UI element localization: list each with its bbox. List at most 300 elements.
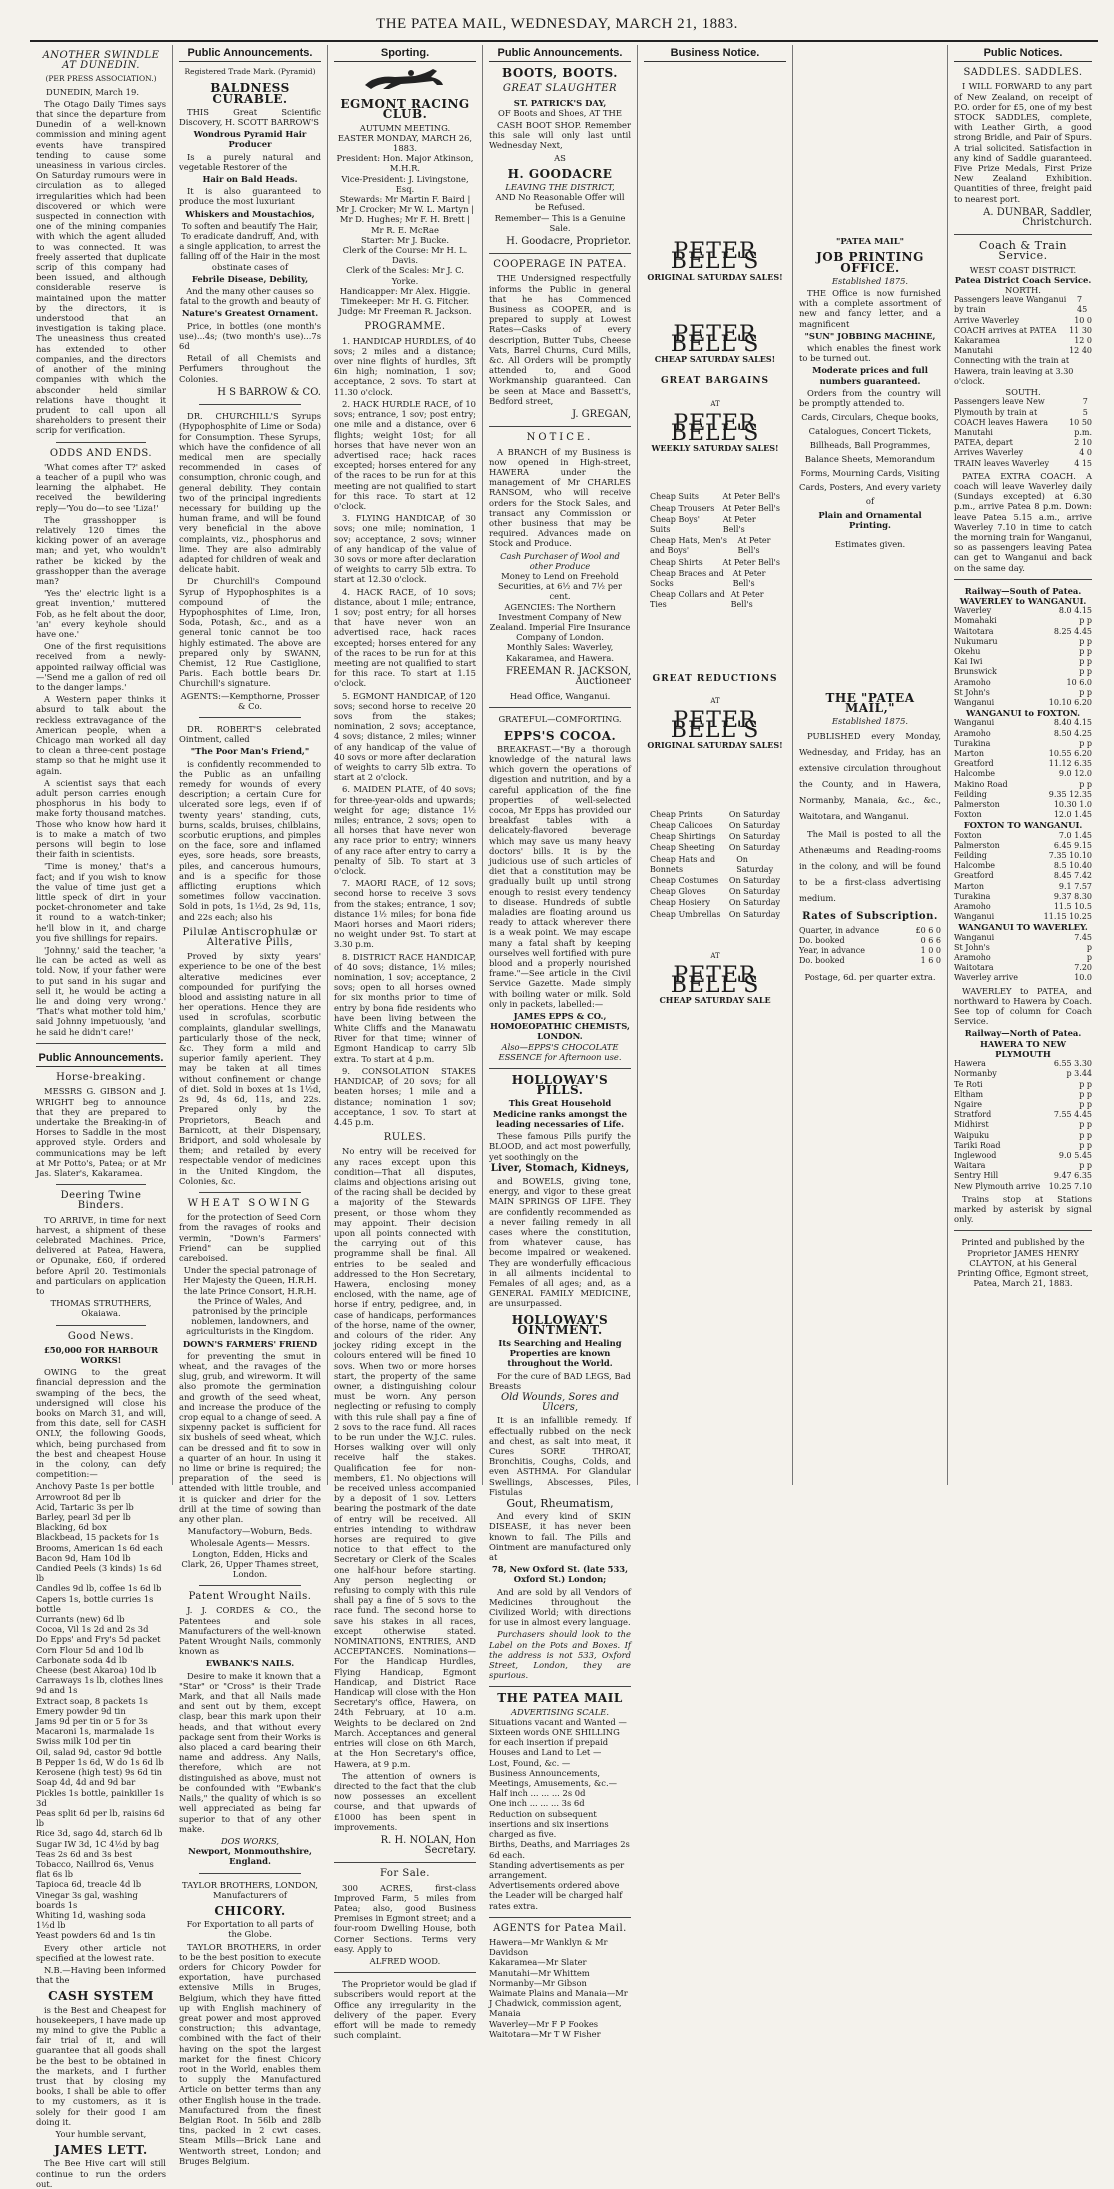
rates-list bbox=[799, 926, 941, 967]
holloway-pills-title: HOLLOWAY'S PILLS. bbox=[511, 1073, 609, 1098]
goods-item: Carbonate soda 4d lb bbox=[36, 1654, 127, 1665]
foxton-wanganui: FOXTON TO WANGANUI. bbox=[963, 820, 1083, 831]
fw-row-label: Marton bbox=[954, 881, 984, 891]
rate-row-value: 1 0 0 bbox=[920, 946, 941, 956]
west-coast: WEST COAST DISTRICT. bbox=[969, 264, 1077, 275]
whiskers-body: To soften and beautify The Hair, To eradicate dandruff, And, with a single application, to arrest the falling off of the Hair in the most obstinate cases of bbox=[179, 220, 321, 272]
purchasers-note: Purchasers should look to the Label on the Pots and Boxes. If the address is not 533, Oxford Street, London, they are spurious. bbox=[489, 1629, 631, 1681]
fw-row bbox=[954, 831, 1092, 841]
ointment-body-3: And every kind of SKIN DISEASE, it has never been known to fail. The Pills and Ointment are manufactured only at bbox=[489, 1511, 631, 1563]
fw-row-label: Aramoho bbox=[954, 902, 991, 912]
notice-title: NOTICE. bbox=[526, 432, 594, 444]
wf-row-label: Aramoho bbox=[954, 728, 991, 738]
beehive-note: The Bee Hive cart will still continue to run the orders out. bbox=[36, 2158, 166, 2189]
wf-row-value: 11.12 6.35 bbox=[1048, 759, 1092, 769]
easter-date: EASTER MONDAY, MARCH 26, 1883. bbox=[337, 132, 473, 154]
hn-row bbox=[954, 1141, 1092, 1151]
wangwav-row-value: 7.20 bbox=[1074, 963, 1092, 973]
egmont-title: EGMONT RACING CLUB. bbox=[340, 97, 470, 122]
wf-row-value: 10.30 1.0 bbox=[1053, 800, 1092, 810]
south-row bbox=[954, 438, 1092, 448]
divider bbox=[199, 404, 301, 405]
goodacre-as: AS bbox=[554, 152, 566, 163]
goods-item: Acid, Tartaric 3s per lb bbox=[36, 1501, 134, 1512]
north-row-value: 12 0 bbox=[1074, 336, 1092, 346]
fw-row bbox=[954, 902, 1092, 912]
item-row-label: Cheap Shirts bbox=[650, 557, 703, 567]
fw-row-label: Greatford bbox=[954, 871, 994, 881]
hn-row-value: p p bbox=[1079, 1089, 1092, 1099]
hawera-new-plymouth: HAWERA TO NEW PLYMOUTH bbox=[979, 1038, 1067, 1059]
patea-mail-title: "PATEA MAIL" bbox=[835, 236, 905, 247]
fw-timetable bbox=[954, 831, 1092, 923]
dunbar-signature: A. DUNBAR, Saddler, Christchurch. bbox=[983, 206, 1092, 229]
ointment-body-4: And are sold by all Vendors of Medicines throughout the Civilized World; with directions for use in almost every language. bbox=[489, 1586, 631, 1628]
fw-row-value: 7.0 1.45 bbox=[1058, 830, 1092, 840]
lett-signature: JAMES LETT. bbox=[54, 2143, 148, 2158]
column-4 bbox=[483, 45, 638, 2039]
ww-row bbox=[954, 637, 1092, 647]
item-row-label: Cheap Shirtings bbox=[650, 832, 716, 842]
race-item: 5. EGMONT HANDICAP, of 120 sovs; second horse to receive 20 sovs from the stakes; nomination, 2 sovs; acceptance, 4 sovs; distance, 2 miles; winner of any handicap of the value of 40 sovs or more after declaration of weights to carry 5lb extra. To start at 2 o'clock. bbox=[334, 690, 476, 783]
divider bbox=[56, 1184, 146, 1185]
odds-item: A Western paper thinks it absurd to talk about the reckless extravagance of the American people, when a Chicago man worked all day to clean a three-cent postage stamp so that he might use it again. bbox=[36, 694, 166, 776]
agent-item: Waitotara—Mr T W Fisher bbox=[489, 2028, 601, 2039]
goods-item: Extract soap, 8 packets 1s bbox=[36, 1695, 148, 1706]
adscale-row: Births, Deaths, and Marriages 2s 6d each. bbox=[489, 1839, 630, 1860]
item-row bbox=[650, 536, 780, 556]
goods-item: Corn Flour 5d and 10d lb bbox=[36, 1644, 144, 1655]
patea-mail-title-2: THE "PATEA MAIL," bbox=[825, 690, 915, 716]
divider bbox=[489, 253, 631, 254]
divider bbox=[199, 1873, 301, 1874]
hn-row bbox=[954, 1110, 1092, 1120]
item-row-value: On Saturday bbox=[728, 820, 780, 830]
north-row bbox=[954, 346, 1092, 356]
item-row bbox=[650, 887, 780, 897]
fw-row bbox=[954, 861, 1092, 871]
roberts-intro: DR. ROBERT'S celebrated Ointment, called bbox=[179, 723, 321, 745]
hn-timetable bbox=[954, 1059, 1092, 1192]
harbour-title: £50,000 FOR HARBOUR WORKS! bbox=[43, 1344, 159, 1365]
public-announcements-header: Public Announcements. bbox=[36, 1050, 166, 1067]
hn-row bbox=[954, 1059, 1092, 1069]
blank-space bbox=[644, 67, 786, 237]
wangwav-row bbox=[954, 953, 1092, 963]
hn-row-label: Ngaire bbox=[954, 1099, 983, 1109]
fw-row-label: Palmerston bbox=[954, 840, 1000, 850]
patent-nails-title: Patent Wrought Nails. bbox=[188, 1591, 312, 1603]
public-announcements-header: Public Announcements. bbox=[489, 45, 631, 62]
race-item: 9. CONSOLATION STAKES HANDICAP, of 20 sovs; for all beaten horses; 1 mile and a distance; nomination 1 sov; acceptance, 1 sov. To start at 4.45 p.m. bbox=[334, 1065, 476, 1127]
wangwav-timetable bbox=[954, 933, 1092, 984]
wf-timetable bbox=[954, 718, 1092, 820]
fw-row-value: 9.1 7.57 bbox=[1058, 881, 1092, 891]
wf-row bbox=[954, 739, 1092, 749]
south-row-label: Arrives Waverley bbox=[954, 448, 1024, 458]
fw-row bbox=[954, 912, 1092, 922]
hn-row-label: Hawera bbox=[954, 1059, 986, 1069]
boots-title: BOOTS, BOOTS. bbox=[502, 66, 618, 81]
item-row-label: Cheap Trousers bbox=[650, 503, 715, 513]
hn-row-value: p p bbox=[1079, 1161, 1092, 1171]
leaving-district: LEAVING THE DISTRICT, bbox=[505, 182, 615, 193]
race-item: 8. DISTRICT RACE HANDICAP, of 40 sovs; distance, 1½ miles; nomination, 1 sov; acceptance, 2 sovs; open to all horses owned for six months prior to time of entry by bona fide residents who have been living between the White Cliffs and the Manawatu River for that time; winner of Egmont Handicap to carry 5lb extra. To start at 4 p.m. bbox=[334, 951, 476, 1064]
racehorse-icon bbox=[345, 67, 465, 93]
goods-item: Rice 3d, sago 4d, starch 6d lb bbox=[36, 1828, 163, 1839]
rules-title: RULES. bbox=[383, 1132, 427, 1144]
odds-item: The grasshopper is relatively 120 times the kicking power of an average man; and yet, who wouldn't rather be kicked by the grasshopper than the average man? bbox=[36, 514, 166, 586]
hn-row-value: p p bbox=[1079, 1130, 1092, 1140]
ww-row bbox=[954, 627, 1092, 637]
ww-row-label: Nukumaru bbox=[954, 636, 998, 646]
wangwav-row-value: p bbox=[1086, 942, 1092, 952]
taylor-header: TAYLOR BROTHERS, LONDON, Manufacturers of bbox=[182, 1879, 318, 1900]
wangwav-row bbox=[954, 963, 1092, 973]
ww-row-label: Brunswick bbox=[954, 667, 997, 677]
export-line: For Exportation to all parts of the Globe. bbox=[186, 1919, 314, 1940]
wangwav-row-label: Wanganui bbox=[954, 932, 995, 942]
divider bbox=[954, 1230, 1092, 1231]
price-line: Price, in bottles (one month's use)...4s; (two month's use)...7s 6d bbox=[179, 320, 321, 352]
race-item: 2. HACK HURDLE RACE, of 10 sovs; entrance, 1 sov; post entry; one mile and a distance, over 6 flights; weight 10st; for all horses that have never won an advertised race; hack races excepted; horses entered for any of the races to be run for at this meeting are not qualified to start for this race. To start at 12 o'clock. bbox=[334, 398, 476, 511]
cash-body: is the Best and Cheapest for housekeepers, I have made up my mind to give the Public a fair trial of it, and will guarantee that all goods shall be the best to be obtained in the markets, and I further trust that by closing my books, I shall be able to offer to my customers, as it is solely for their good I am doing it. bbox=[36, 2004, 166, 2127]
wf-row bbox=[954, 800, 1092, 810]
hn-row-label: Normanby bbox=[954, 1069, 997, 1079]
agent-item: Normanby—Mr Gibson bbox=[489, 1977, 587, 1988]
goods-list bbox=[36, 1481, 166, 1940]
ww-row-value: 8.25 4.45 bbox=[1053, 626, 1092, 636]
great-bargains: GREAT BARGAINS bbox=[660, 376, 770, 387]
moderate-prices: Moderate prices and full numbers guaranteed. bbox=[812, 365, 928, 386]
hn-row-label: Tariki Road bbox=[954, 1140, 1001, 1150]
rate-row bbox=[799, 946, 941, 956]
blank-space bbox=[644, 612, 786, 662]
waverley-patea-note: WAVERLEY to PATEA, and northward to Hawera by Coach. See top of column for Coach Service. bbox=[954, 985, 1092, 1027]
item-row-value: At Peter Bell's bbox=[722, 514, 756, 535]
divider bbox=[199, 1585, 301, 1586]
dateline: DUNEDIN, March 19. bbox=[46, 86, 139, 97]
goodacre-proprietor: H. Goodacre, Proprietor. bbox=[506, 236, 631, 248]
goods-item: Soap 4d, 4d and 9d bar bbox=[36, 1777, 136, 1788]
goods-item: Currants (new) 6d lb bbox=[36, 1614, 125, 1625]
odds-item: 'What comes after T?' asked a teacher of a pupil who was learning the alphabet. He received the bewildering reply—'You do—to see 'Liza!' bbox=[36, 461, 166, 513]
goodacre-title: H. GOODACRE bbox=[507, 166, 613, 181]
hn-row-value: p p bbox=[1079, 1120, 1092, 1130]
item-row bbox=[650, 876, 780, 886]
reasonable-offer: AND No Reasonable Offer will be Refused. bbox=[495, 192, 625, 213]
wangwav-row bbox=[954, 973, 1092, 983]
cheap-saturday-sale: CHEAP SATURDAY SALE bbox=[659, 995, 771, 1006]
item-row-value: On Saturday bbox=[728, 809, 780, 819]
fw-row bbox=[954, 851, 1092, 861]
hair-body: It is also guaranteed to produce the most luxuriant bbox=[179, 186, 321, 207]
item-row bbox=[650, 843, 780, 853]
ointment-head: Its Searching and Healing Properties are known throughout the World. bbox=[498, 1337, 622, 1369]
for-sale-title: For Sale. bbox=[380, 1868, 430, 1880]
fw-row-value: 9.37 8.30 bbox=[1053, 891, 1092, 901]
north-row bbox=[954, 326, 1092, 336]
epps-body: BREAKFAST.—"By a thorough knowledge of the natural laws which govern the operations of digestion and nutrition, and by a careful application of the fine properties of well-selected cocoa, Mr Epps has provided our breakfast tables with a delicately-flavored beverage which may save us many heavy doctors' bills. It is by the judicious use of such articles of diet that a constitution may be gradually built up until strong enough to resist every tendency to disease. Hundreds of subtle maladies are floating around us ready to attack wherever there is a weak point. We may escape many a fatal shaft by keeping ourselves well fortified with pure blood and a properly nourished frame."—See article in the Civil Service Gazette. Made simply with boiling water or milk. Sold only in packets, labelled:— bbox=[489, 743, 631, 1009]
item-list-1 bbox=[644, 492, 786, 610]
barrow-signature: H S BARROW & CO. bbox=[217, 386, 321, 398]
south-row-label: Manutahi bbox=[954, 427, 993, 437]
goods-item: Tapioca 6d, treacle 4d lb bbox=[36, 1879, 142, 1890]
established: Established 1875. bbox=[831, 275, 909, 286]
adscale-row: One inch ... ... ... 3s 6d bbox=[489, 1798, 585, 1809]
north-row bbox=[954, 316, 1092, 326]
fw-row-label: Halcombe bbox=[954, 861, 996, 871]
cash-purchaser: Cash Purchaser of Wool and other Produce bbox=[500, 550, 620, 571]
wf-row bbox=[954, 718, 1092, 728]
adscale-row: Standing advertisements as per arrangement. bbox=[489, 1859, 625, 1880]
item-row-value: On Saturday bbox=[728, 875, 780, 885]
cooperage-body: THE Undersigned respectfully informs the Public in general that he has Commenced Business as COOPER, and is prepared to supply at Lowest Rates—Casks of every description, Butter Tubs, Cheese Vats, Barrel Churns, Curd Mills, &c. All Orders will be promptly attended to, and Good Workmanship guaranteed. Can be seen at Mace and Bassett's, Bedford street, bbox=[489, 273, 631, 406]
odds-item: One of the first requisitions received from a newly-appointed railway official was—'Send me a gallon of red oil to the danger lamps.' bbox=[36, 641, 166, 692]
rate-row-label: Quarter, in advance bbox=[799, 925, 880, 935]
fw-row-label: Foxton bbox=[954, 830, 982, 840]
adscale-row: Business Announcements, Meetings, Amusements, &c.— bbox=[489, 1767, 618, 1789]
wholesale-agents: Wholesale Agents— Messrs. Longton, Edden, Hicks and Clark, 26, Upper Thames street, London. bbox=[181, 1538, 319, 1580]
agents-line: AGENTS:—Kempthorne, Prosser & Co. bbox=[180, 690, 320, 711]
adscale-subtitle: ADVERTISING SCALE. bbox=[510, 1706, 610, 1717]
adscale-row: Reduction on subsequent insertions and six insertions charged as five. bbox=[489, 1808, 609, 1840]
print-list: Cards, Circulars, Cheque books, Catalogues, Concert Tickets, Billheads, Ball Programmes, Balance Sheets, Memorandum Forms, Mourning Cards, Visiting Cards, Posters, And every variety of bbox=[799, 412, 941, 507]
goods-item: Blacking, 6d box bbox=[36, 1522, 107, 1533]
item-row-value: At Peter Bell's bbox=[732, 568, 766, 589]
ww-row bbox=[954, 647, 1092, 657]
at-line: AT bbox=[710, 951, 720, 960]
north-row-value: 7 45 bbox=[1077, 295, 1088, 315]
goods-item: Jams 9d per tin or 5 for 3s bbox=[36, 1716, 148, 1727]
wf-row-label: Feilding bbox=[954, 789, 987, 799]
race-item: 6. MAIDEN PLATE, of 40 sovs; for three-year-olds and upwards; weight for age; distance 1½ miles; entrance, 2 sovs; open to all horses that have never won any race prior to entry; winners of any race after entry to carry a penalty of 5lb. To start at 3 o'clock. bbox=[334, 784, 476, 877]
item-row-label: Cheap Gloves bbox=[650, 887, 706, 897]
money-to-lend: Money to Lend on Freehold Securities, at 6½ and 7½ per cent. bbox=[497, 570, 623, 602]
ww-row-value: p p bbox=[1079, 687, 1092, 697]
public-notices-header: Public Notices. bbox=[954, 45, 1092, 62]
wheat-body: for the protection of Seed Corn from the ravages of rooks and vermin, "Down's Farmers' Friend" can be supplied careboised. bbox=[179, 1212, 321, 1263]
st-patricks: ST. PATRICK'S DAY, bbox=[513, 97, 607, 108]
wheat-sowing-title: WHEAT SOWING bbox=[187, 1197, 313, 1209]
cash-boot-shop: CASH BOOT SHOP. Remember this sale will only last until Wednesday Next, bbox=[489, 120, 631, 151]
south-row-label: Passengers leave New Plymouth by train at bbox=[954, 397, 1045, 417]
goods-item: Anchovy Paste 1s per bottle bbox=[36, 1481, 155, 1492]
hn-row-label: Waitara bbox=[954, 1161, 986, 1171]
divider bbox=[56, 442, 146, 443]
fw-row-value: 8.5 10.40 bbox=[1053, 861, 1092, 871]
wf-row-value: 10.55 6.20 bbox=[1048, 749, 1092, 758]
wf-row bbox=[954, 729, 1092, 739]
hn-row-label: Eltham bbox=[954, 1089, 984, 1099]
adscale-row: Half inch ... ... ... 2s 0d bbox=[489, 1788, 586, 1799]
ewbank-body: Desire to make it known that a "Star" or "Cross" is their Trade Mark, and that all Nails made and sent out by them, except clasp, bear this mark upon their heads, and that without every package sent from their Works is also placed a card bearing their name and address. Any Nails, therefore, which are not distinguished as above, must not be confounded with "Ewbank's Nails," the quality of which is so well appreciated as being far superior to that of any other make. bbox=[179, 1670, 321, 1834]
original-saturday-sales: ORIGINAL SATURDAY SALES! bbox=[647, 271, 783, 282]
item-row-label: Cheap Suits bbox=[650, 492, 699, 502]
north-row-label: COACH arrives at PATEA bbox=[954, 325, 1057, 335]
wangwav-row-label: Waitotara bbox=[954, 963, 994, 973]
goods-item: Macaroni 1s, marmalade 1s bbox=[36, 1726, 155, 1737]
race-item: 7. MAORI RACE, of 12 sovs; second horse to receive 3 sovs from the stakes; entrance, 1 sov; distance 1½ miles; for bona fide Maori horses and Maori riders; no weight under 9st. To start at 3.30 p.m. bbox=[334, 878, 476, 950]
rate-row bbox=[799, 956, 941, 966]
goods-item: Oil, salad 9d, castor 9d bottle bbox=[36, 1746, 162, 1757]
ww-row-value: p p bbox=[1079, 616, 1092, 626]
goods-item: Sugar IW 3d, 1C 4½d by bag bbox=[36, 1838, 160, 1849]
blank-space bbox=[644, 759, 786, 809]
rate-row-label: Do. booked bbox=[799, 956, 845, 966]
goods-item: Teas 2s 6d and 3s best bbox=[36, 1848, 133, 1859]
liver-title: Liver, Stomach, Kidneys, bbox=[490, 1162, 630, 1174]
ww-row-label: Waverley bbox=[954, 606, 992, 616]
peter-bell-title: PETER BELL'S bbox=[670, 239, 760, 275]
wf-row-value: 8.50 4.25 bbox=[1053, 728, 1092, 738]
hn-row-value: p p bbox=[1079, 1079, 1092, 1089]
ww-row bbox=[954, 688, 1092, 698]
patent-body: J. J. CORDES & CO., the Patentees and sole Manufacturers of the well-known Patent Wrought Nails, commonly known as bbox=[179, 1605, 321, 1657]
blank-space bbox=[644, 461, 786, 491]
divider bbox=[36, 1043, 166, 1044]
divider bbox=[489, 707, 631, 708]
clerk-scales: Clerk of the Scales: Mr J. C. Yorke. bbox=[346, 265, 464, 286]
divider bbox=[334, 1862, 476, 1863]
item-row bbox=[650, 810, 780, 820]
rate-row-label: Year, in advance bbox=[799, 946, 865, 956]
weekly-saturday-sales: WEEKLY SATURDAY SALES! bbox=[651, 443, 779, 454]
agent-item: Manutahi—Mr Whittem bbox=[489, 1967, 590, 1978]
ww-row-value: p p bbox=[1079, 667, 1092, 677]
febrile-title: Febrile Disease, Debility, bbox=[191, 273, 309, 284]
hn-row-label: Te Roti bbox=[954, 1079, 983, 1089]
public-announcements-header: Public Announcements. bbox=[179, 45, 321, 62]
adscale-row: Lost, Found, &c. — bbox=[489, 1757, 571, 1768]
south-row-value: p.m. bbox=[1074, 427, 1092, 437]
churchill-body: DR. CHURCHILL'S Syrups (Hypophosphite of Lime or Soda) for Consumption. These Syrups, which have the confidence of all medical men are specially recommended in cases of consumption, chronic cough, and general debility. They contain two of the principal ingredients necessary for building up the human frame, and will be found very beneficial in the above complaints, viz., phosphorus and lime. They are also admirably adapted for children of weak and delicate habit. bbox=[179, 411, 321, 575]
retail-line: Retail of all Chemists and Perfumers throughout the Colonies. bbox=[179, 353, 321, 384]
established-2: Established 1875. bbox=[831, 716, 909, 727]
hn-row-label: New Plymouth arrive bbox=[954, 1181, 1041, 1191]
divider bbox=[489, 1686, 631, 1687]
north-row-value: 12 40 bbox=[1069, 346, 1092, 356]
wangwav-row-value: p bbox=[1086, 953, 1092, 963]
epps-title: EPPS'S COCOA. bbox=[503, 728, 617, 743]
roberts-body: is confidently recommended to the Public as an unfailing remedy for wounds of every description; a certain Cure for ulcerated sore legs, even if of twenty years' standing, cuts, burns, scalds, bruises, chilblains, scorbutic eruptions, and pimples on the face, sore and inflamed eyes, sore heads, sore breasts, piles, and cancerous humours, and is a specific for those afflicting eruptions which sometimes follow vaccination. Sold in pots, 1s 1½d, 2s 9d, 11s, and 22s each; also his bbox=[179, 758, 321, 922]
item-row-value: On Saturday bbox=[728, 887, 780, 897]
item-row-label: Cheap Costumes bbox=[650, 875, 719, 885]
nature-title: Nature's Greatest Ornament. bbox=[181, 308, 319, 319]
cheap-saturday-sales: CHEAP SATURDAY SALES! bbox=[654, 354, 776, 365]
goods-item: Emery powder 9d tin bbox=[36, 1705, 126, 1716]
ww-row-label: Wanganui bbox=[954, 697, 995, 707]
wf-row-value: p p bbox=[1079, 738, 1092, 748]
agencies: AGENCIES: The Northern Investment Company of New Zealand. Imperial Fire Insurance Company of London. bbox=[489, 601, 631, 643]
item-row bbox=[650, 590, 780, 610]
item-row-label: Cheap Calicoes bbox=[650, 820, 713, 830]
wood-signature: ALFRED WOOD. bbox=[369, 1955, 441, 1966]
ww-row-value: 8.0 4.15 bbox=[1058, 606, 1092, 616]
hn-row-value: 10.25 7.10 bbox=[1048, 1181, 1092, 1191]
wangwav-row-value: 7.45 bbox=[1074, 932, 1092, 942]
wf-row bbox=[954, 769, 1092, 779]
hn-row bbox=[954, 1120, 1092, 1130]
goods-item: Tobacco, Naillrod 6s, Venus flat 6s lb bbox=[36, 1858, 154, 1880]
item-row-label: Cheap Umbrellas bbox=[650, 909, 721, 919]
goods-item: Pickles 1s bottle, painkiller 1s 3d bbox=[36, 1787, 164, 1808]
hn-row-value: p p bbox=[1079, 1140, 1092, 1150]
pyramid-body: Is a purely natural and vegetable Restorer of the bbox=[179, 151, 321, 172]
ww-row-label: Momahaki bbox=[954, 616, 997, 626]
hn-row-value: 7.55 4.45 bbox=[1053, 1110, 1092, 1120]
wf-row-label: Greatford bbox=[954, 759, 994, 769]
hn-row-label: Inglewood bbox=[954, 1150, 997, 1160]
hn-row-value: p 3.44 bbox=[1066, 1069, 1092, 1079]
divider bbox=[489, 426, 631, 427]
masthead-rule bbox=[30, 40, 1098, 42]
ww-row bbox=[954, 667, 1092, 677]
hn-row-label: Midhirst bbox=[954, 1120, 989, 1130]
saddles-title: SADDLES. SADDLES. bbox=[963, 67, 1083, 79]
fw-row-label: Wanganui bbox=[954, 912, 995, 922]
south-row-label: PATEA, depart bbox=[954, 438, 1013, 448]
south-row bbox=[954, 428, 1092, 438]
divider bbox=[954, 579, 1092, 580]
job-body: THE Office is now furnished with a complete assortment of new and fancy letter, and a magnificent bbox=[799, 288, 941, 329]
rates-title: Rates of Subscription. bbox=[802, 911, 938, 923]
rail-north-title: Railway—North of Patea. bbox=[964, 1028, 1082, 1039]
wf-row-label: Makino Road bbox=[954, 779, 1008, 789]
wf-row-label: Foxton bbox=[954, 810, 982, 820]
pills-head: This Great Household Medicine ranks amongst the leading necessaries of Life. bbox=[492, 1098, 628, 1129]
race-item: 3. FLYING HANDICAP, of 30 sovs; one mile; nomination, 1 sov; acceptance, 2 sovs; winner of any handicap of the value of 30 sovs or more after declaration of weights to carry 5lb extra. To start at 12.30 o'clock. bbox=[334, 513, 476, 585]
north-timetable bbox=[954, 295, 1092, 387]
waverley-wanganui: WAVERLEY to WANGANUI. bbox=[959, 595, 1087, 606]
blank-space bbox=[799, 557, 941, 687]
hn-row-value: p p bbox=[1079, 1099, 1092, 1109]
newport: Newport, Monmouthshire, England. bbox=[188, 1846, 312, 1867]
wf-row bbox=[954, 780, 1092, 790]
president: President: Hon. Major Atkinson, M.H.R. bbox=[336, 153, 474, 174]
ointment-body: For the cure of BAD LEGS, Bad Breasts bbox=[489, 1370, 631, 1391]
item-row-value: At Peter Bell's bbox=[737, 536, 771, 556]
slaughter-title: GREAT SLAUGHTER bbox=[502, 83, 618, 95]
north-row bbox=[954, 295, 1092, 315]
horse-breaking-title: Horse-breaking. bbox=[56, 1072, 146, 1084]
churchill-body-2: Dr Churchill's Compound Syrup of Hypophosphites is a compound of the Hypophosphites of Lime, Iron, Soda, Potash, &c., and as a general tonic cannot be too highly estimated. The above are prepared only by SWANN, Chemist, 12 Rue Castiglione, Paris. Each bottle bears Dr. Churchill's signature. bbox=[179, 576, 321, 689]
trade-mark: Registered Trade Mark. (Pyramid) bbox=[184, 67, 316, 77]
rate-row-value: 1 6 0 bbox=[920, 956, 941, 966]
fw-row bbox=[954, 882, 1092, 892]
wf-row-label: Turakina bbox=[954, 738, 991, 748]
wf-row-value: 9.0 12.0 bbox=[1058, 769, 1092, 779]
wangwav-row bbox=[954, 933, 1092, 943]
swindle-body: The Otago Daily Times says that since the departure from Dunedin of a well-known commission and mining agent events have transpired tending to cause some uneasiness in various circles. On Saturday rumours were in circulation as to alleged irregularities which had been discovered or which were suspected in connection with one of the mining companies with which the agent alluded to was connected. It was freely asserted that duplicate scrip of this company had been issued, and although considerable reserve is maintained upon the matter by the directors, it is understood that an investigation is taking place. The uneasiness thus created has extended to other companies, and the directors of another of the mining companies with which the absconder held similar relations have thought it prudent to call upon all shareholders to present their scrip for verification. bbox=[36, 98, 166, 436]
item-row bbox=[650, 832, 780, 842]
divider bbox=[489, 1917, 631, 1918]
ww-row-value: p p bbox=[1079, 646, 1092, 656]
ww-row-label: Aramoho bbox=[954, 677, 991, 687]
attention-note: The attention of owners is directed to the fact that the club now possesses an excellent course, and that upwards of £1000 has been spent in improvements. bbox=[334, 1770, 476, 1832]
wf-row bbox=[954, 759, 1092, 769]
item-row bbox=[650, 821, 780, 831]
nolan-signature: R. H. NOLAN, Hon Secretary. bbox=[380, 1834, 476, 1857]
odds-heading: ODDS AND ENDS. bbox=[49, 447, 153, 459]
divider bbox=[954, 234, 1092, 235]
north-row-label: Passengers leave Wanganui by train bbox=[954, 295, 1067, 315]
races-list bbox=[334, 336, 476, 1127]
south-row-label: TRAIN leaves Waverley bbox=[954, 458, 1049, 468]
odds-item: 'Time is money,' that's a fact; and if you wish to know the value of time just get a little speck of dirt in your pocket-chronometer and take it round to a watch-tinker; he'll blow in it, and charge you five shillings for repairs. bbox=[36, 861, 166, 943]
ww-row bbox=[954, 698, 1092, 708]
item-row bbox=[650, 515, 780, 535]
